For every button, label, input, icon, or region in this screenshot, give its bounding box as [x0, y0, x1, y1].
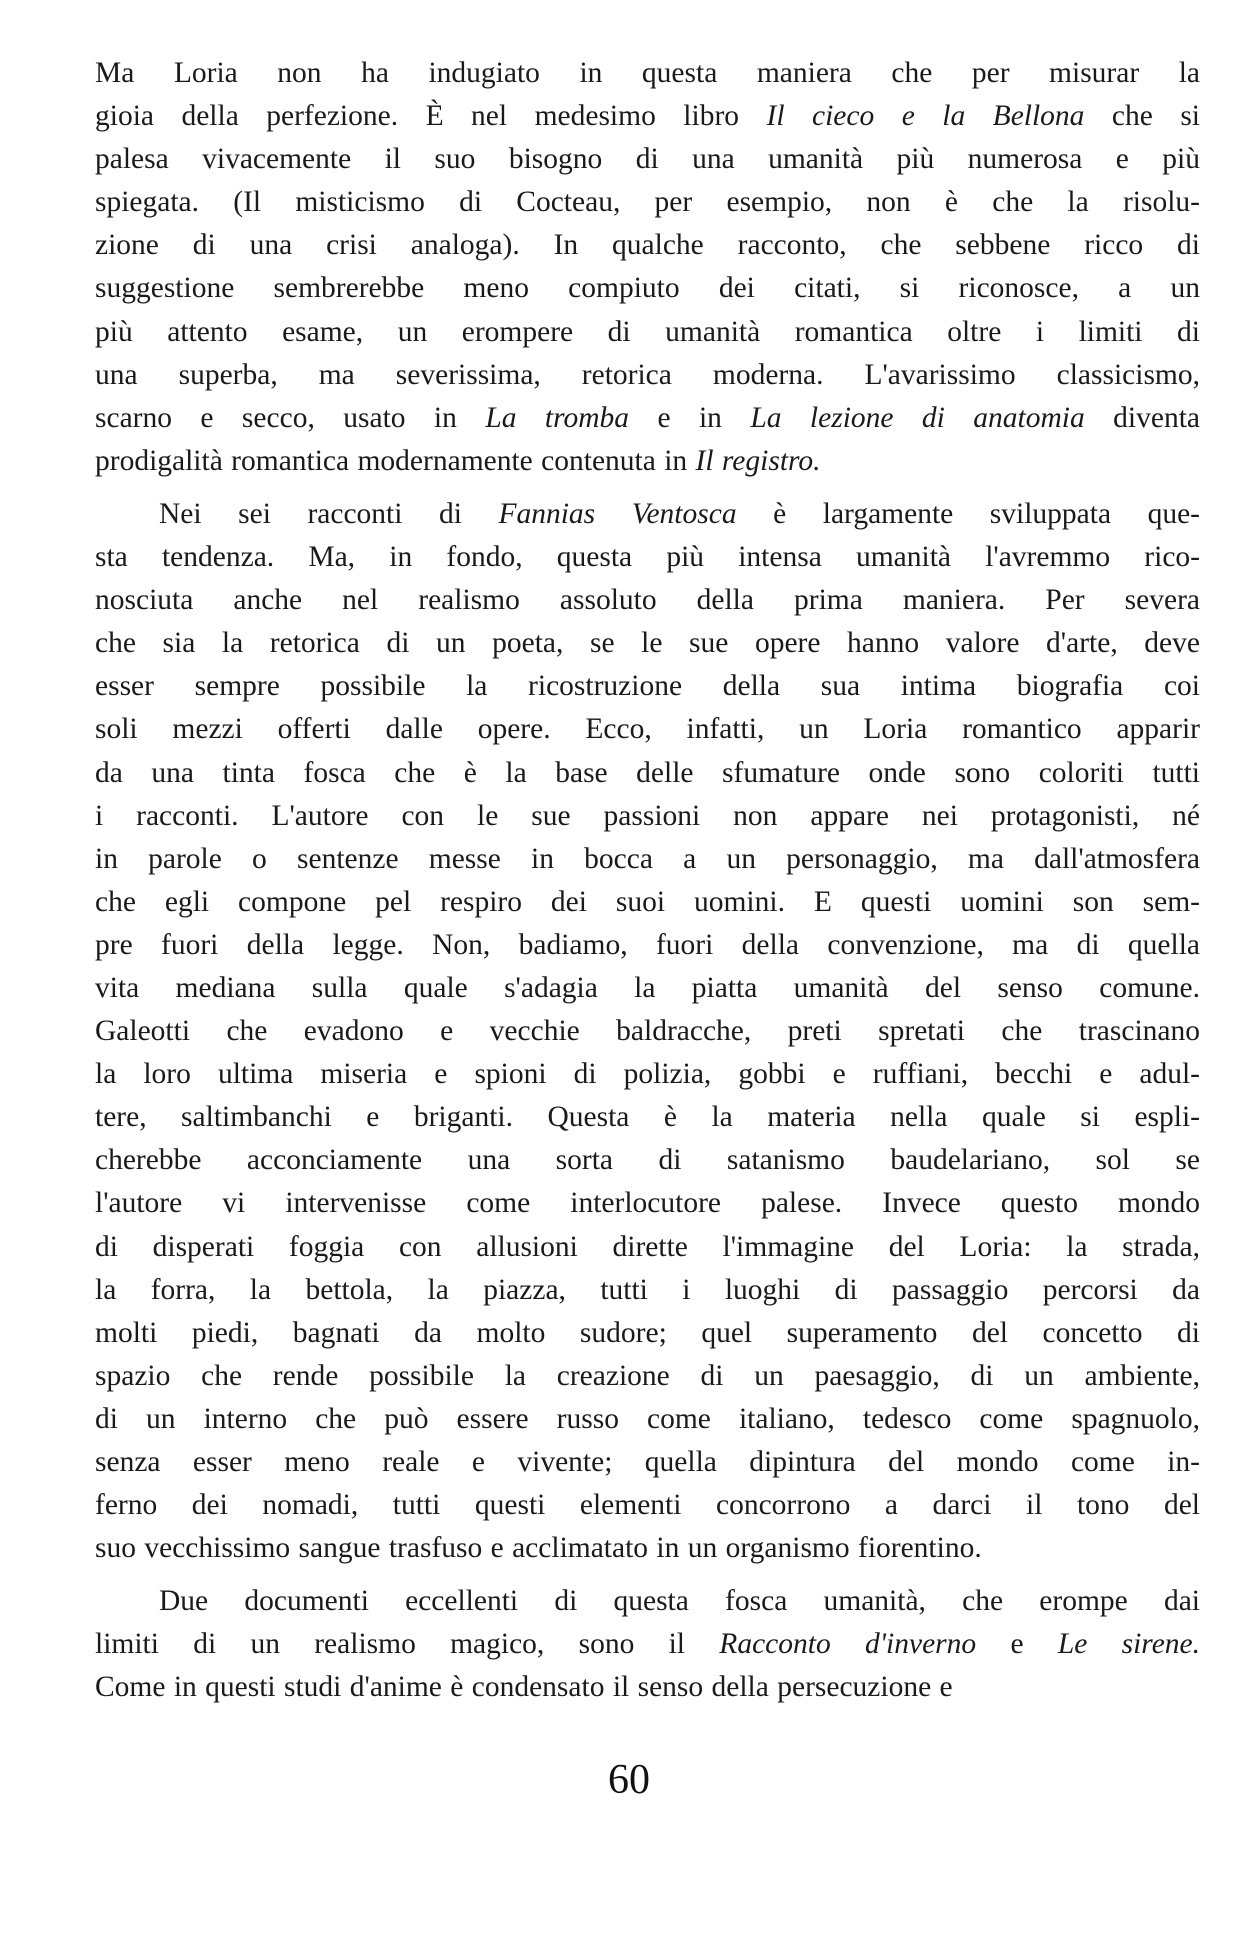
- text-line: [95, 795, 1200, 838]
- italic-title: Fannias Ventosca: [498, 497, 737, 530]
- text-run: ferno dei nomadi, tutti questi elementi concorrono a darci il tono del: [95, 1489, 1200, 1522]
- text-line: [95, 1139, 1200, 1182]
- text-line: [95, 536, 1200, 579]
- text-run: molti piedi, bagnati da molto sudore; quel superamento del concetto di: [95, 1316, 1200, 1349]
- text-line: [95, 1010, 1200, 1053]
- text-line: [95, 52, 1200, 95]
- text-run: Ma Loria non ha indugiato in questa maniera che per misurar la: [95, 57, 1200, 89]
- text-line: [95, 1398, 1200, 1441]
- text-run: suggestione sembrerebbe meno compiuto dei citati, si riconosce, a un: [95, 272, 1200, 305]
- text-run: zione di una crisi analoga). In qualche racconto, che sebbene ricco di: [95, 229, 1200, 262]
- text-line: [95, 752, 1200, 795]
- text-line: [95, 493, 1200, 536]
- text-run: più attento esame, un erompere di umanità romantica oltre i limiti di: [95, 315, 1200, 348]
- text-run: prodigalità romantica modernamente contenuta in: [95, 444, 696, 477]
- text-line: [95, 708, 1200, 751]
- paragraph: [95, 52, 1200, 483]
- text-run: diventa: [1084, 401, 1200, 434]
- text-line: [95, 665, 1200, 708]
- text-line: [95, 181, 1200, 224]
- text-line: [95, 838, 1200, 881]
- text-run: palesa vivacemente il suo bisogno di una umanità più numerosa e più: [95, 143, 1200, 176]
- text-line: [95, 1623, 1200, 1666]
- text-line: [95, 1312, 1200, 1355]
- italic-title: Le sirene.: [1057, 1628, 1201, 1661]
- text-run: Galeotti che evadono e vecchie baldracche, preti spretati che trascinano: [95, 1015, 1200, 1048]
- paragraph: [95, 1580, 1200, 1709]
- text-line: [95, 1096, 1200, 1139]
- text-line: [95, 1226, 1200, 1269]
- page-number: 60: [608, 1757, 650, 1803]
- text-line: [95, 1666, 1200, 1709]
- text-run: vita mediana sulla quale s'adagia la piatta umanità del senso comune.: [95, 971, 1200, 1004]
- text-run: che sia la retorica di un poeta, se le sue opere hanno valore d'arte, deve: [95, 627, 1200, 660]
- paragraph-gap: [95, 1570, 1200, 1580]
- text-line: [95, 1355, 1200, 1398]
- text-line: [95, 95, 1200, 138]
- text-run: che egli compone pel respiro dei suoi uomini. E questi uomini son sem-: [95, 885, 1200, 918]
- text-line: [95, 440, 1200, 483]
- text-run: senza esser meno reale e vivente; quella dipintura del mondo come in-: [95, 1446, 1200, 1478]
- paragraph: [95, 493, 1200, 1570]
- text-line: [95, 397, 1200, 440]
- text-run: Come in questi studi d'anime è condensato il senso della persecuzione e: [95, 1671, 953, 1704]
- text-run: e in: [629, 401, 751, 434]
- text-line: [95, 1484, 1200, 1527]
- text-run: di disperati foggia con allusioni dirette l'immagine del Loria: la strada,: [95, 1230, 1200, 1263]
- text-run: la loro ultima miseria e spioni di polizia, gobbi e ruffiani, becchi e adul-: [95, 1058, 1200, 1091]
- text-run: cherebbe acconciamente una sorta di satanismo baudelariano, sol se: [95, 1144, 1200, 1177]
- text-run: di un interno che può essere russo come italiano, tedesco come spagnuolo,: [95, 1402, 1200, 1435]
- text-run: la forra, la bettola, la piazza, tutti i luoghi di passaggio percorsi da: [95, 1273, 1200, 1306]
- text-run: limiti di un realismo magico, sono il: [95, 1628, 720, 1661]
- text-run: tere, saltimbanchi e briganti. Questa è la materia nella quale si espli-: [95, 1101, 1200, 1134]
- text-run: scarno e secco, usato in: [95, 401, 486, 434]
- text-run: da una tinta fosca che è la base delle sfumature onde sono coloriti tutti: [95, 756, 1200, 789]
- text-run: spiegata. (Il misticismo di Cocteau, per esempio, non è che la risolu-: [95, 186, 1200, 219]
- text-run: in parole o sentenze messe in bocca a un personaggio, ma dall'atmosfera: [95, 842, 1200, 875]
- italic-title: Il cieco e la Bellona: [766, 100, 1085, 133]
- text-run: l'autore vi intervenisse come interlocutore palese. Invece questo mondo: [95, 1187, 1200, 1220]
- text-line: [95, 354, 1200, 397]
- italic-title: La tromba: [485, 401, 630, 434]
- text-line: [95, 1182, 1200, 1225]
- italic-title: La lezione di anatomia: [750, 401, 1085, 434]
- text-line: [95, 311, 1200, 354]
- text-line: [95, 967, 1200, 1010]
- text-run: i racconti. L'autore con le sue passioni non appare nei protagonisti, né: [95, 799, 1200, 832]
- text-run: gioia della perfezione. È nel medesimo libro: [95, 100, 767, 133]
- text-run: Nei sei racconti di: [159, 497, 499, 530]
- text-run: sta tendenza. Ma, in fondo, questa più intensa umanità l'avremmo rico-: [95, 541, 1200, 574]
- text-run: e: [976, 1628, 1058, 1661]
- text-line: [95, 267, 1200, 310]
- text-line: [95, 1527, 1200, 1570]
- text-line: [95, 224, 1200, 267]
- page-body: [95, 52, 1200, 1710]
- text-line: [95, 138, 1200, 181]
- text-line: [95, 1269, 1200, 1312]
- text-line: [95, 924, 1200, 967]
- text-line: [95, 1580, 1200, 1623]
- text-run: una superba, ma severissima, retorica moderna. L'avarissimo classicismo,: [95, 358, 1200, 391]
- text-run: spazio che rende possibile la creazione di un paesaggio, di un ambiente,: [95, 1359, 1200, 1392]
- text-run: è largamente sviluppata que-: [736, 497, 1200, 530]
- text-line: [95, 1441, 1200, 1484]
- text-run: che si: [1084, 100, 1200, 133]
- text-run: esser sempre possibile la ricostruzione della sua intima biografia coi: [95, 670, 1200, 703]
- text-line: [95, 579, 1200, 622]
- italic-title: Il registro.: [695, 444, 821, 477]
- italic-title: Racconto d'inverno: [719, 1628, 977, 1661]
- text-line: [95, 622, 1200, 665]
- text-run: suo vecchissimo sangue trasfuso e acclimatato in un organismo fiorentino.: [95, 1532, 982, 1565]
- text-run: Due documenti eccellenti di questa fosca umanità, che erompe dai: [159, 1585, 1200, 1618]
- text-run: soli mezzi offerti dalle opere. Ecco, infatti, un Loria romantico apparir: [95, 713, 1200, 746]
- paragraph-gap: [95, 483, 1200, 493]
- text-run: pre fuori della legge. Non, badiamo, fuori della convenzione, ma di quella: [95, 928, 1200, 961]
- text-line: [95, 881, 1200, 924]
- text-run: nosciuta anche nel realismo assoluto della prima maniera. Per severa: [95, 584, 1200, 617]
- text-line: [95, 1053, 1200, 1096]
